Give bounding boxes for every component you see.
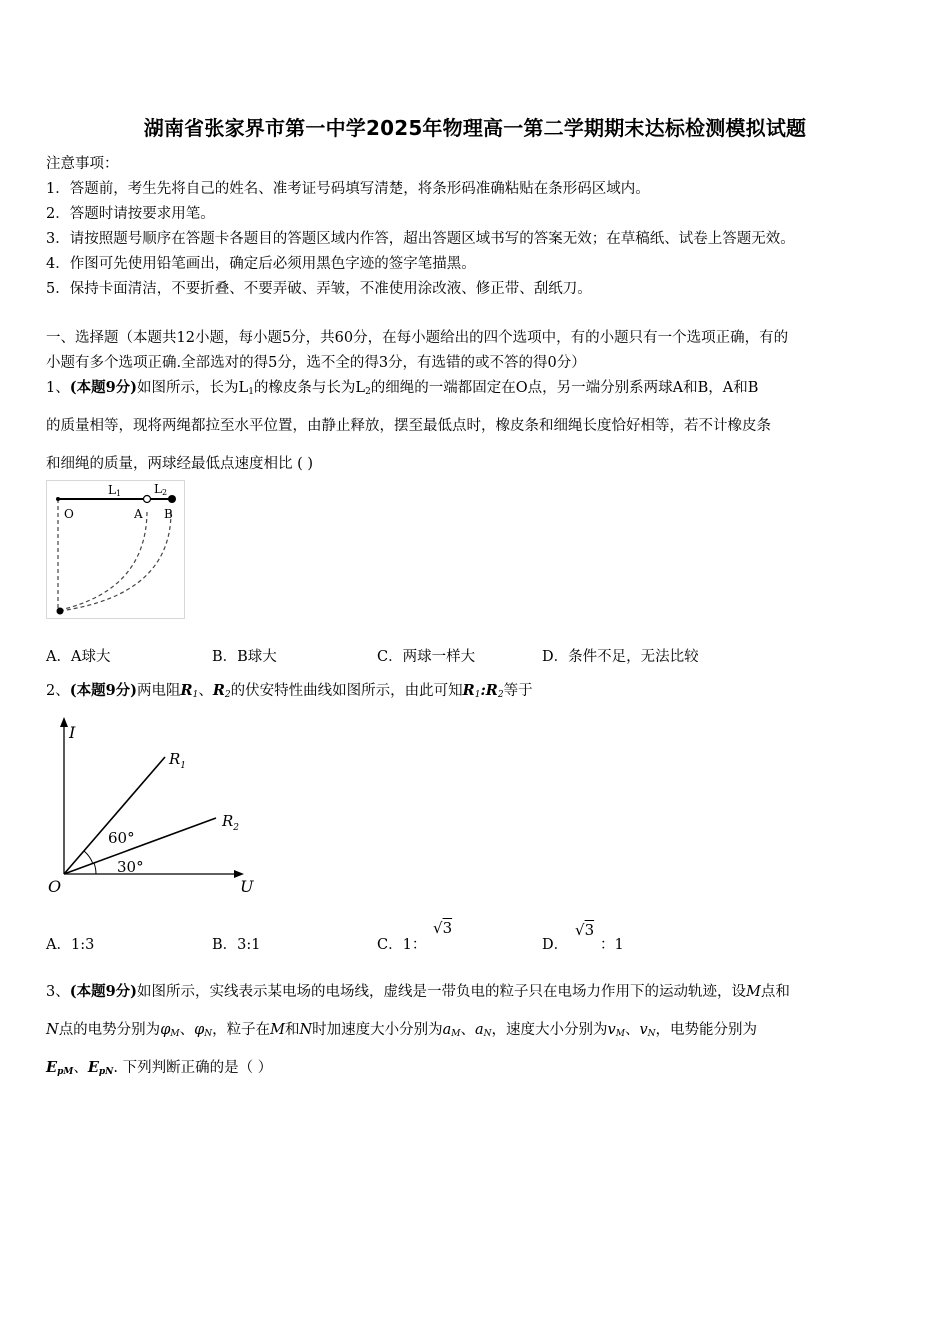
- q1-text: 如图所示，长为L: [137, 380, 249, 396]
- q3-var: φ: [194, 1022, 205, 1038]
- angle-arc-30: [94, 863, 96, 874]
- q2-r2: R: [212, 682, 225, 699]
- q2-option-d[interactable]: [542, 921, 624, 954]
- q1-score: (本题9分): [69, 379, 138, 396]
- q3-text: ，粒子在: [212, 1022, 271, 1038]
- q3-var: E: [46, 1059, 58, 1076]
- q3-sub: M: [170, 1029, 180, 1039]
- label-60deg: 60°: [108, 829, 135, 847]
- q1-option-b[interactable]: B．B球大: [212, 649, 277, 665]
- q3-number: 3、: [46, 984, 70, 1000]
- q2-r4: R: [485, 682, 498, 699]
- q1-number: 1、: [46, 380, 70, 396]
- q1-option-a[interactable]: A．A球大: [46, 649, 111, 665]
- q2-option-d-text: D．: [542, 937, 569, 953]
- q2-text: 两电阻: [137, 683, 181, 699]
- q3-sub: M: [615, 1029, 625, 1039]
- q2-sub: 1: [474, 690, 481, 700]
- sqrt-icon: √3: [575, 921, 595, 939]
- label-O: O: [48, 877, 62, 896]
- q3-text: 如图所示，实线表示某电场的电场线，虚线是一带负电的粒子只在电场力作用下的运动轨迹，设: [137, 984, 747, 1000]
- section-heading-cont: 小题有多个选项正确.全部选对的得5分，选不全的得3分，有选错的或不答的得0分）: [46, 355, 586, 371]
- q1-line-3: 和细绳的质量，两球经最低点速度相比 ( ): [46, 456, 314, 472]
- label-L2: L2: [154, 482, 168, 497]
- radicand: 3: [442, 919, 453, 937]
- path-b-dashed: [60, 512, 171, 611]
- q2-sub: 1: [192, 690, 199, 700]
- q3-text: 点的电势分别为: [58, 1022, 161, 1038]
- ball-a: [144, 496, 151, 503]
- label-O: O: [64, 507, 74, 521]
- q1-sub: 2: [365, 387, 371, 397]
- q2-sub: 2: [224, 690, 231, 700]
- q3-text: 时加速度大小分别为: [312, 1022, 443, 1038]
- r1-line: [64, 757, 165, 874]
- pivot-dot: [56, 497, 60, 501]
- q3-line-2: [46, 1018, 757, 1039]
- q3-var: N: [46, 1022, 59, 1038]
- q3-sub: N: [647, 1029, 656, 1039]
- label-R1: $R_1$: [169, 750, 187, 771]
- q1-sub: 1: [248, 387, 254, 397]
- q2-text: 等于: [503, 683, 533, 699]
- q3-text: ，速度大小分别为: [491, 1022, 608, 1038]
- q2-figure-svg: [46, 714, 266, 899]
- path-a-dashed: [60, 512, 147, 610]
- page-title: 湖南省张家界市第一中学2025年物理高一第二学期期末达标检测模拟试题: [143, 116, 807, 140]
- q3-var: v: [607, 1022, 616, 1038]
- q3-text: ，电势能分别为: [655, 1022, 758, 1038]
- q3-var: a: [442, 1022, 452, 1038]
- q3-text: 和: [284, 1022, 300, 1038]
- label-U: U: [240, 877, 254, 896]
- q3-var: E: [87, 1059, 99, 1076]
- q1-text: 的细绳的一端都固定在O点，另一端分别系两球A和B，A和B: [370, 380, 759, 396]
- q3-var: v: [639, 1022, 648, 1038]
- q1-line-1: [46, 376, 758, 397]
- q2-option-d-tail: ：1: [600, 937, 624, 953]
- q2-option-c-text: C．1：: [377, 937, 427, 953]
- q2-number: 2、: [46, 683, 70, 699]
- q3-line-3: [46, 1056, 272, 1077]
- q1-option-c[interactable]: C．两球一样大: [377, 649, 476, 665]
- label-L1: L1: [108, 483, 122, 498]
- q3-sub: pM: [57, 1067, 74, 1077]
- q2-figure: [46, 714, 266, 899]
- q1-figure: [46, 480, 186, 620]
- section-heading: 一、选择题（本题共12小题，每小题5分，共60分，在每小题给出的四个选项中，有的小题只有一个选项正确，有的: [46, 330, 789, 346]
- q2-text: 的伏安特性曲线如图所示，由此可知: [230, 683, 463, 699]
- label-A: A: [134, 507, 143, 521]
- q3-text: . 下列判断正确的是（ ）: [113, 1060, 273, 1076]
- q3-var: M: [746, 984, 761, 1000]
- notice-item: 3．请按照题号顺序在答题卡各题目的答题区域内作答，超出答题区域书写的答案无效；在草稿纸、试卷上答题无效。: [46, 231, 795, 247]
- q3-score: (本题9分): [69, 983, 138, 1000]
- q3-line-1: [46, 980, 790, 1001]
- q2-colon: :: [480, 682, 486, 699]
- q3-sub: N: [483, 1029, 492, 1039]
- q2-option-b[interactable]: B．3:1: [212, 937, 261, 953]
- q1-text: 的橡皮条与长为L: [253, 380, 366, 396]
- angle-arc-60: [84, 851, 93, 864]
- q2-r3: R: [462, 682, 475, 699]
- q2-line-1: [46, 679, 533, 700]
- q2-sub: 2: [497, 690, 504, 700]
- notice-item: 1．答题前，考生先将自己的姓名、准考证号码填写清楚，将条形码准确粘贴在条形码区域内。: [46, 181, 650, 197]
- q2-score: (本题9分): [69, 682, 138, 699]
- q1-figure-svg: [46, 480, 186, 620]
- q3-text: 、: [624, 1022, 640, 1038]
- label-B: B: [164, 507, 173, 521]
- q3-sub: N: [204, 1029, 213, 1039]
- notice-item: 2．答题时请按要求用笔。: [46, 206, 215, 222]
- lowest-point-ball: [57, 608, 64, 615]
- label-I: I: [69, 723, 76, 742]
- ball-b: [168, 495, 176, 503]
- notice-heading: 注意事项：: [46, 156, 119, 172]
- q3-text: 、: [460, 1022, 476, 1038]
- q3-var: φ: [160, 1022, 171, 1038]
- q3-var: M: [270, 1022, 285, 1038]
- q3-text: 、: [179, 1022, 195, 1038]
- q3-text: 点和: [760, 984, 790, 1000]
- sqrt-icon: √3: [433, 919, 453, 937]
- q3-var: N: [299, 1022, 313, 1038]
- label-30deg: 30°: [117, 858, 144, 876]
- label-R2: $R_2$: [222, 812, 240, 833]
- q3-text: 、: [73, 1060, 88, 1076]
- q3-sub: pN: [98, 1067, 114, 1077]
- notice-item: 5．保持卡面清洁，不要折叠、不要弄破、弄皱，不准使用涂改液、修正带、刮纸刀。: [46, 281, 592, 297]
- q2-r1: R: [180, 682, 193, 699]
- q1-option-d[interactable]: D．条件不足，无法比较: [542, 649, 699, 665]
- q2-text: 、: [198, 683, 213, 699]
- q3-sub: M: [451, 1029, 461, 1039]
- q2-option-c[interactable]: [377, 919, 453, 954]
- notice-item: 4．作图可先使用铅笔画出，确定后必须用黑色字迹的签字笔描黑。: [46, 256, 476, 272]
- q1-line-2: 的质量相等，现将两绳都拉至水平位置，由静止释放，摆至最低点时，橡皮条和细绳长度恰好相等，若不计橡皮条: [46, 418, 771, 434]
- radicand: 3: [584, 921, 595, 939]
- i-axis-arrow: [60, 717, 68, 727]
- q3-var: a: [475, 1022, 484, 1038]
- q2-option-a[interactable]: A．1:3: [46, 937, 95, 953]
